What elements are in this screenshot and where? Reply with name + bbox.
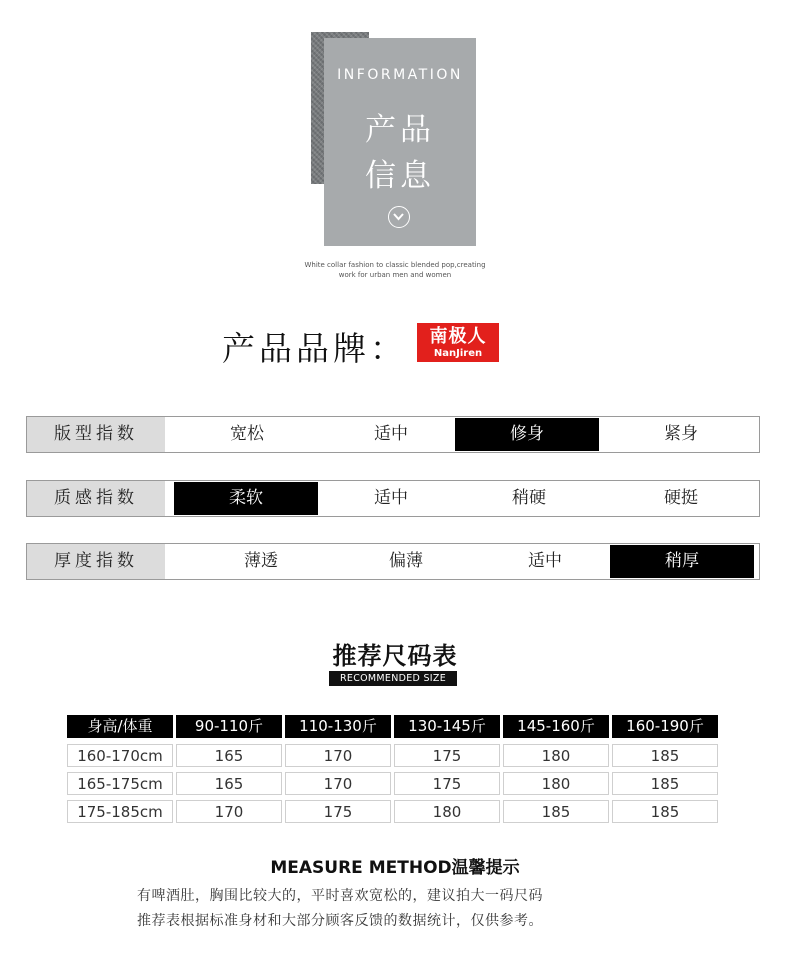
info-title-cn-1: 产品	[365, 112, 435, 148]
size-cell: 160-170cm	[67, 744, 173, 767]
info-title-cn-2: 信息	[365, 158, 435, 194]
size-cell: 170	[285, 744, 391, 767]
size-cell: 170	[176, 800, 282, 823]
thickness-option-4: 稍厚	[610, 545, 754, 578]
texture-index-row	[26, 480, 760, 517]
size-cell: 185	[612, 772, 718, 795]
size-cell: 170	[285, 772, 391, 795]
size-cell: 180	[503, 744, 609, 767]
info-title-en: INFORMATION	[337, 67, 463, 83]
chevron-down-circle-icon	[388, 206, 410, 228]
info-card	[324, 38, 476, 246]
fit-option-2: 适中	[374, 424, 408, 444]
size-table	[67, 715, 722, 825]
size-cell: 165	[176, 772, 282, 795]
size-header-cell: 130-145斤	[394, 715, 500, 738]
size-cell: 175-185cm	[67, 800, 173, 823]
size-header-cell: 身高/体重	[67, 715, 173, 738]
tagline-1: White collar fashion to classic blended pop,creating	[304, 261, 486, 269]
brand-logo-cn: 南极人	[429, 326, 487, 347]
brand-label: 产品品牌：	[222, 329, 407, 368]
size-cell: 180	[503, 772, 609, 795]
thickness-option-3: 适中	[528, 551, 562, 571]
fit-index-label: 版型指数	[27, 417, 165, 452]
thickness-option-1: 薄透	[244, 551, 278, 571]
texture-index-label: 质感指数	[27, 481, 165, 516]
texture-option-4: 硬挺	[664, 488, 698, 508]
fit-option-4: 紧身	[664, 424, 698, 444]
measure-note-1: 有啤酒肚，胸围比较大的，平时喜欢宽松的，建议拍大一码尺码	[137, 888, 543, 904]
size-cell: 180	[394, 800, 500, 823]
size-header-cell: 90-110斤	[176, 715, 282, 738]
thickness-option-2: 偏薄	[389, 551, 423, 571]
fit-index-row	[26, 416, 760, 453]
tagline-2: work for urban men and women	[338, 271, 452, 279]
fit-option-1: 宽松	[230, 424, 264, 444]
measure-note-2: 推荐表根据标准身材和大部分顾客反馈的数据统计，仅供参考。	[137, 913, 543, 929]
fit-option-3: 修身	[455, 418, 599, 451]
brand-logo-en: NanJiren	[433, 348, 483, 359]
thickness-index-row	[26, 543, 760, 580]
measure-title: MEASURE METHOD温馨提示	[270, 858, 520, 878]
size-header-cell: 110-130斤	[285, 715, 391, 738]
size-cell: 175	[394, 772, 500, 795]
size-cell: 185	[612, 744, 718, 767]
size-table-subtitle: RECOMMENDED SIZE	[329, 671, 457, 686]
size-table-title: 推荐尺码表	[332, 642, 458, 670]
brand-logo	[417, 323, 499, 362]
texture-option-3: 稍硬	[512, 488, 546, 508]
size-cell: 185	[503, 800, 609, 823]
size-cell: 165-175cm	[67, 772, 173, 795]
thickness-index-label: 厚度指数	[27, 544, 165, 579]
size-cell: 165	[176, 744, 282, 767]
size-header-cell: 160-190斤	[612, 715, 718, 738]
size-cell: 175	[285, 800, 391, 823]
texture-option-2: 适中	[374, 488, 408, 508]
size-header-cell: 145-160斤	[503, 715, 609, 738]
size-cell: 175	[394, 744, 500, 767]
texture-option-1: 柔软	[174, 482, 318, 515]
size-cell: 185	[612, 800, 718, 823]
